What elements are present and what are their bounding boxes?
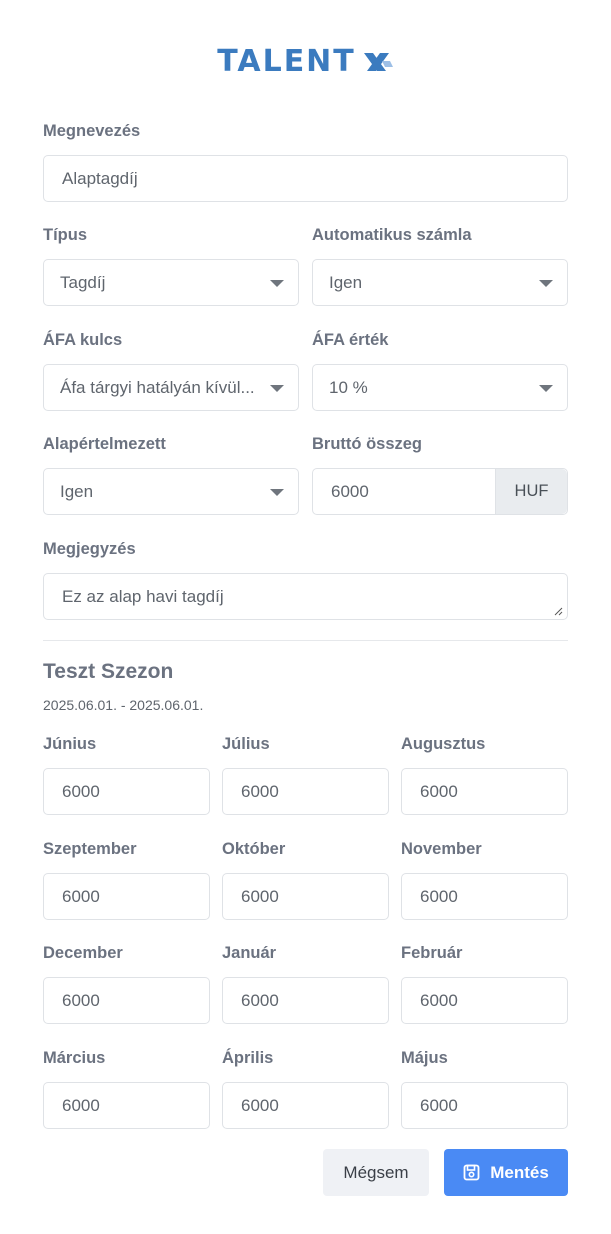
resize-handle-icon[interactable] — [553, 606, 563, 616]
month-label: Július — [222, 735, 270, 753]
chevron-down-icon — [270, 280, 284, 287]
gross-amount-label: Bruttó összeg — [312, 435, 423, 453]
type-label: Típus — [43, 226, 87, 244]
logo-mark-icon — [360, 47, 394, 77]
month-amount-input[interactable]: 6000 — [43, 873, 210, 920]
vat-value-label: ÁFA érték — [312, 331, 389, 349]
month-label: Június — [43, 735, 97, 753]
default-label: Alapértelmezett — [43, 435, 166, 453]
month-label: Március — [43, 1049, 106, 1067]
auto-invoice-label: Automatikus számla — [312, 226, 472, 244]
vat-key-select[interactable]: Áfa tárgyi hatályán kívül... — [43, 364, 299, 411]
month-amount-input[interactable]: 6000 — [43, 768, 210, 815]
note-label: Megjegyzés — [43, 540, 136, 558]
month-amount-input[interactable]: 6000 — [401, 873, 568, 920]
note-textarea[interactable]: Ez az alap havi tagdíj — [43, 573, 568, 620]
month-label: Április — [222, 1049, 274, 1067]
currency-addon: HUF — [495, 469, 567, 514]
save-button[interactable]: Mentés — [444, 1149, 568, 1196]
month-label: December — [43, 944, 123, 962]
month-label: Szeptember — [43, 840, 137, 858]
save-icon — [463, 1164, 480, 1181]
default-select[interactable]: Igen — [43, 468, 299, 515]
app-logo — [0, 44, 611, 79]
chevron-down-icon — [270, 385, 284, 392]
name-input[interactable]: Alaptagdíj — [43, 155, 568, 202]
season-date-range: 2025.06.01. - 2025.06.01. — [43, 697, 204, 713]
month-label: November — [401, 840, 482, 858]
vat-value-select[interactable]: 10 % — [312, 364, 568, 411]
month-amount-input[interactable]: 6000 — [43, 977, 210, 1024]
type-select[interactable]: Tagdíj — [43, 259, 299, 306]
cancel-button[interactable]: Mégsem — [323, 1149, 429, 1196]
month-label: Augusztus — [401, 735, 486, 753]
month-amount-input[interactable]: 6000 — [401, 977, 568, 1024]
chevron-down-icon — [270, 489, 284, 496]
gross-amount-input[interactable]: 6000 HUF — [312, 468, 568, 515]
month-label: Október — [222, 840, 286, 858]
month-label: Május — [401, 1049, 448, 1067]
name-label: Megnevezés — [43, 122, 141, 140]
month-amount-input[interactable]: 6000 — [222, 768, 389, 815]
auto-invoice-select[interactable]: Igen — [312, 259, 568, 306]
month-label: Január — [222, 944, 277, 962]
month-amount-input[interactable]: 6000 — [222, 873, 389, 920]
season-title: Teszt Szezon — [43, 660, 174, 683]
vat-key-label: ÁFA kulcs — [43, 331, 123, 349]
month-amount-input[interactable]: 6000 — [401, 768, 568, 815]
month-label: Február — [401, 944, 463, 962]
month-amount-input[interactable]: 6000 — [222, 1082, 389, 1129]
section-divider — [43, 640, 568, 641]
month-amount-input[interactable]: 6000 — [43, 1082, 210, 1129]
logo-text: TALENT — [217, 44, 356, 79]
chevron-down-icon — [539, 280, 553, 287]
chevron-down-icon — [539, 385, 553, 392]
month-amount-input[interactable]: 6000 — [222, 977, 389, 1024]
month-amount-input[interactable]: 6000 — [401, 1082, 568, 1129]
